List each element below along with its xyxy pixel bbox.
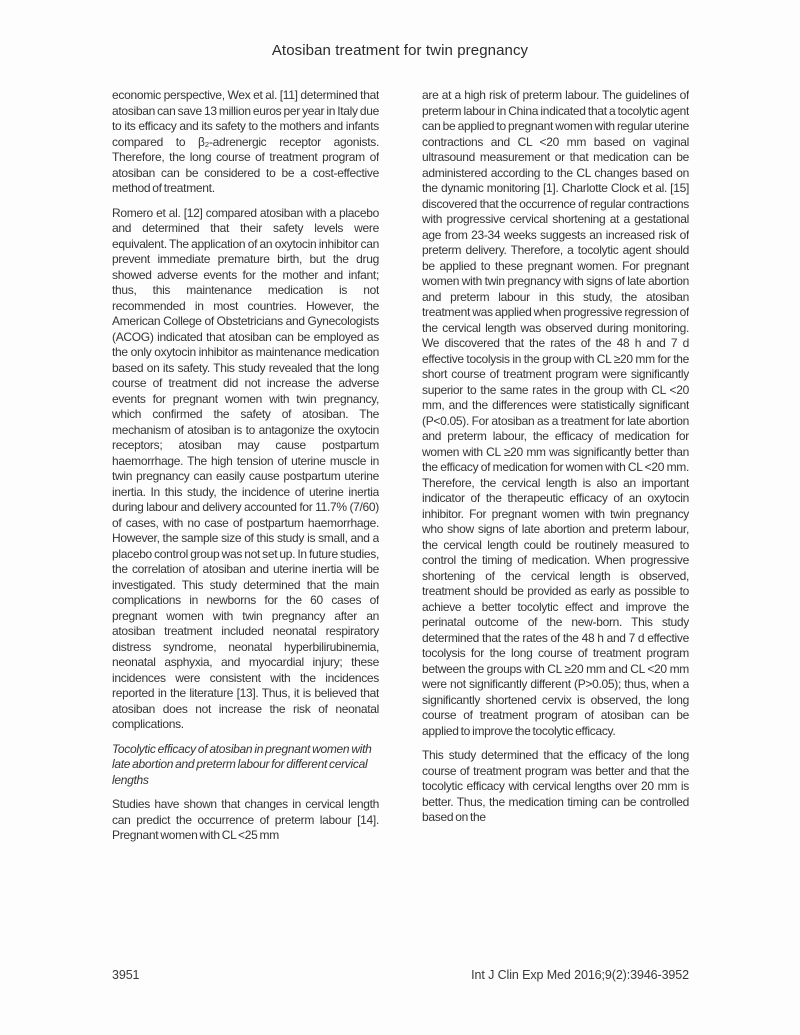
body-paragraph: economic perspective, Wex et al. [11] determined that atosiban can save 13 million euros per year in Italy due to its efficacy and its safety to the mothers and infants compared to β₂-adrenergic receptor agonists. Therefore, the long course of treatment program of atosiban can be considered to be a cost-effective method of treatment.: [112, 88, 379, 195]
page-number: 3951: [112, 968, 140, 982]
journal-reference: Int J Clin Exp Med 2016;9(2):3946-3952: [471, 968, 689, 982]
page-footer: [112, 968, 689, 982]
body-paragraph: This study determined that the efficacy of the long course of treatment program was better and that the tocolytic efficacy with cervical lengths over 20 mm is better. Thus, the medication timing can be controlled based on the: [422, 748, 689, 824]
section-heading: Tocolytic efficacy of atosiban in pregnant women with late abortion and preterm labour for different cervical lengths: [112, 741, 372, 787]
right-column: [422, 88, 689, 960]
running-head-title: Atosiban treatment for twin pregnancy: [271, 42, 529, 59]
left-column: [112, 88, 379, 960]
body-paragraph: Studies have shown that changes in cervical length can predict the occurrence of preterm labour [14]. Pregnant women with CL <25 mm: [112, 797, 379, 842]
body-paragraph: Romero et al. [12] compared atosiban with a placebo and determined that their safety levels were equivalent. The application of an oxytocin inhibitor can prevent immediate premature birth, but the drug showed adverse events for the mother and infant; thus, this maintenance medication is not recommended in most countries. However, the American College of Obstetricians and Gynecologists (ACOG) indicated that atosiban can be employed as the only oxytocin inhibitor as maintenance medication based on its safety. This study revealed that the long course of treatment did not increase the adverse events for pregnant women with twin pregnancy, which confirmed the safety of atosiban. The mechanism of atosiban is to antagonize the oxytocin receptors; atosiban may cause postpartum haemorrhage. The high tension of uterine muscle in twin pregnancy can easily cause postpartum uterine inertia. In this study, the incidence of uterine inertia during labour and delivery accounted for 11.7% (7/60) of cases, with no case of postpartum haemorrhage. However, the sample size of this study is small, and a placebo control group was not set up. In future studies, the correlation of atosiban and uterine inertia will be investigated. This study determined that the main complications in newborns for the 60 cases of pregnant women with twin pregnancy after an atosiban treatment included neonatal respiratory distress syndrome, neonatal hyperbilirubinemia, neonatal asphyxia, and myocardial injury; these incidences were consistent with the incidences reported in the literature [13]. Thus, it is believed that atosiban does not increase the risk of neonatal complications.: [112, 205, 379, 731]
body-paragraph: are at a high risk of preterm labour. The guidelines of preterm labour in China indicated that a tocolytic agent can be applied to pregnant women with regular uterine contractions and CL <20 mm based on vaginal ultrasound measurement or that medication can be administered according to the CL changes based on the dynamic monitoring [1]. Charlotte Clock et al. [15] discovered that the occurrence of regular contractions with progressive cervical shortening at a gestational age from 23-34 weeks suggests an increased risk of preterm delivery. Therefore, a tocolytic agent should be applied to these pregnant women. For pregnant women with twin pregnancy with signs of late abortion and preterm labour in this study, the atosiban treatment was applied when progressive regression of the cervical length was observed during monitoring. We discovered that the rates of the 48 h and 7 d effective tocolysis in the group with CL ≥20 mm for the short course of treatment program were significantly superior to the same rates in the group with CL <20 mm, and the differences were statistically significant (P<0.05). For atosiban as a treatment for late abortion and preterm labour, the efficacy of medication for women with CL ≥20 mm was significantly better than the efficacy of medication for women with CL <20 mm. Therefore, the cervical length is also an important indicator of the therapeutic efficacy of an oxytocin inhibitor. For pregnant women with twin pregnancy who show signs of late abortion and preterm labour, the cervical length could be routinely measured to control the timing of medication. When progressive shortening of the cervical length is observed, treatment should be provided as early as possible to achieve a better tocolytic effect and improve the perinatal outcome of the new-born. This study determined that the rates of the 48 h and 7 d effective tocolysis for the long course of treatment program between the groups with CL ≥20 mm and CL <20 mm were not significantly different (P>0.05); thus, when a significantly shortened cervix is observed, the long course of treatment program of atosiban can be applied to improve the tocolytic efficacy.: [422, 88, 689, 738]
